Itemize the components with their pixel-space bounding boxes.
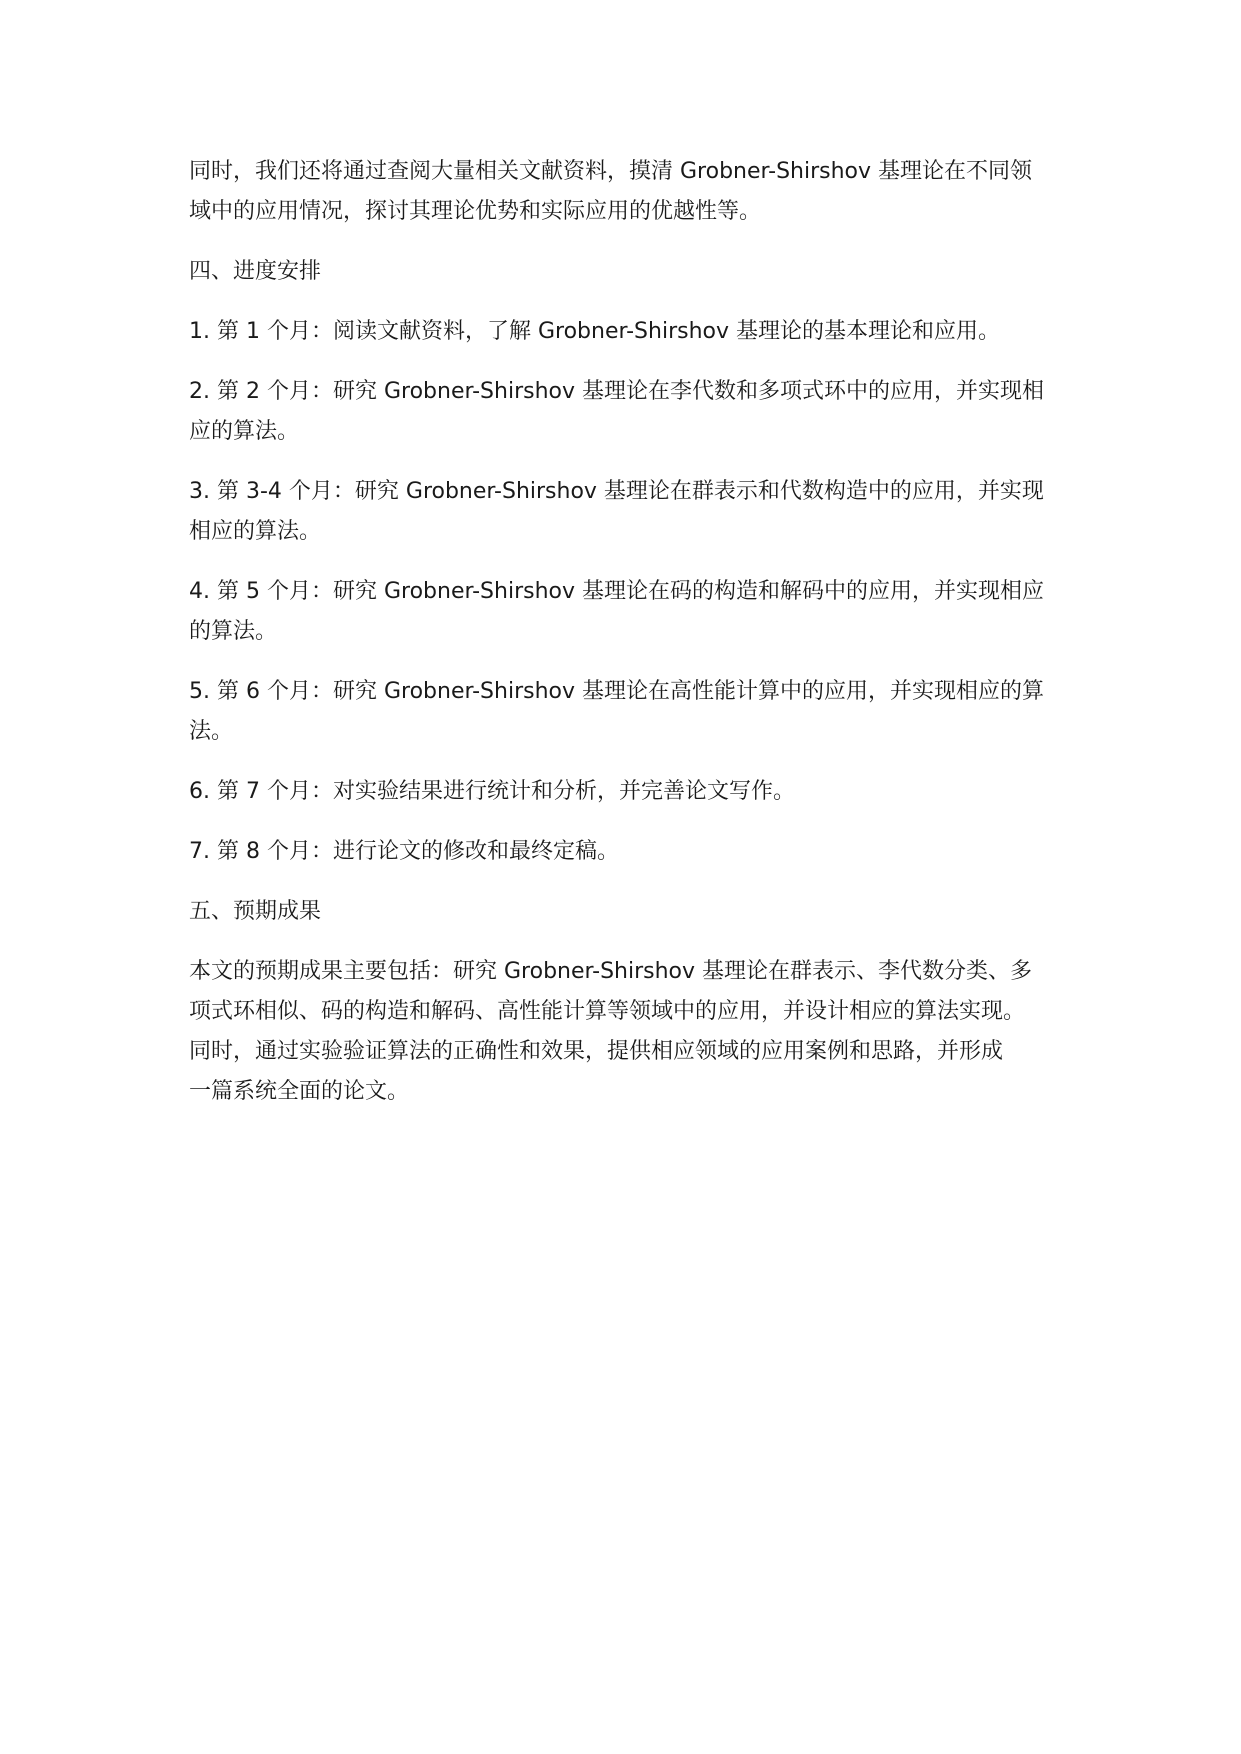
schedule-item-5: 5. 第 6 个月：研究 Grobner-Shirshov 基理论在高性能计算中的应用，并实现相应的算 法。: [189, 679, 1044, 744]
paragraph-expected-results: 本文的预期成果主要包括：研究 Grobner-Shirshov 基理论在群表示、李代数分类、多 项式环相似、码的构造和解码、高性能计算等领域中的应用，并设计相应的算法实现。 同时，通过实验验证算法的正确性和效果，提供相应领域的应用案例和思路，并形成 一篇系统全面的论文。: [189, 959, 1033, 1104]
paragraph-literature-review: 同时，我们还将通过查阅大量相关文献资料，摸清 Grobner-Shirshov 基理论在不同领 域中的应用情况，探讨其理论优势和实际应用的优越性等。: [189, 159, 1033, 224]
schedule-item-4: 4. 第 5 个月：研究 Grobner-Shirshov 基理论在码的构造和解码中的应用，并实现相应 的算法。: [189, 579, 1044, 644]
document-body: [189, 152, 1079, 1132]
schedule-item-7: 7. 第 8 个月：进行论文的修改和最终定稿。: [189, 839, 619, 864]
schedule-item-3: 3. 第 3-4 个月：研究 Grobner-Shirshov 基理论在群表示和代数构造中的应用，并实现 相应的算法。: [189, 479, 1044, 544]
schedule-item-2: 2. 第 2 个月：研究 Grobner-Shirshov 基理论在李代数和多项式环中的应用，并实现相 应的算法。: [189, 379, 1044, 444]
schedule-item-6: 6. 第 7 个月：对实验结果进行统计和分析，并完善论文写作。: [189, 779, 795, 804]
section-heading-expected-results: 五、预期成果: [189, 899, 322, 924]
schedule-item-1: 1. 第 1 个月：阅读文献资料，了解 Grobner-Shirshov 基理论的基本理论和应用。: [189, 319, 1000, 344]
section-heading-schedule: 四、进度安排: [189, 259, 322, 284]
